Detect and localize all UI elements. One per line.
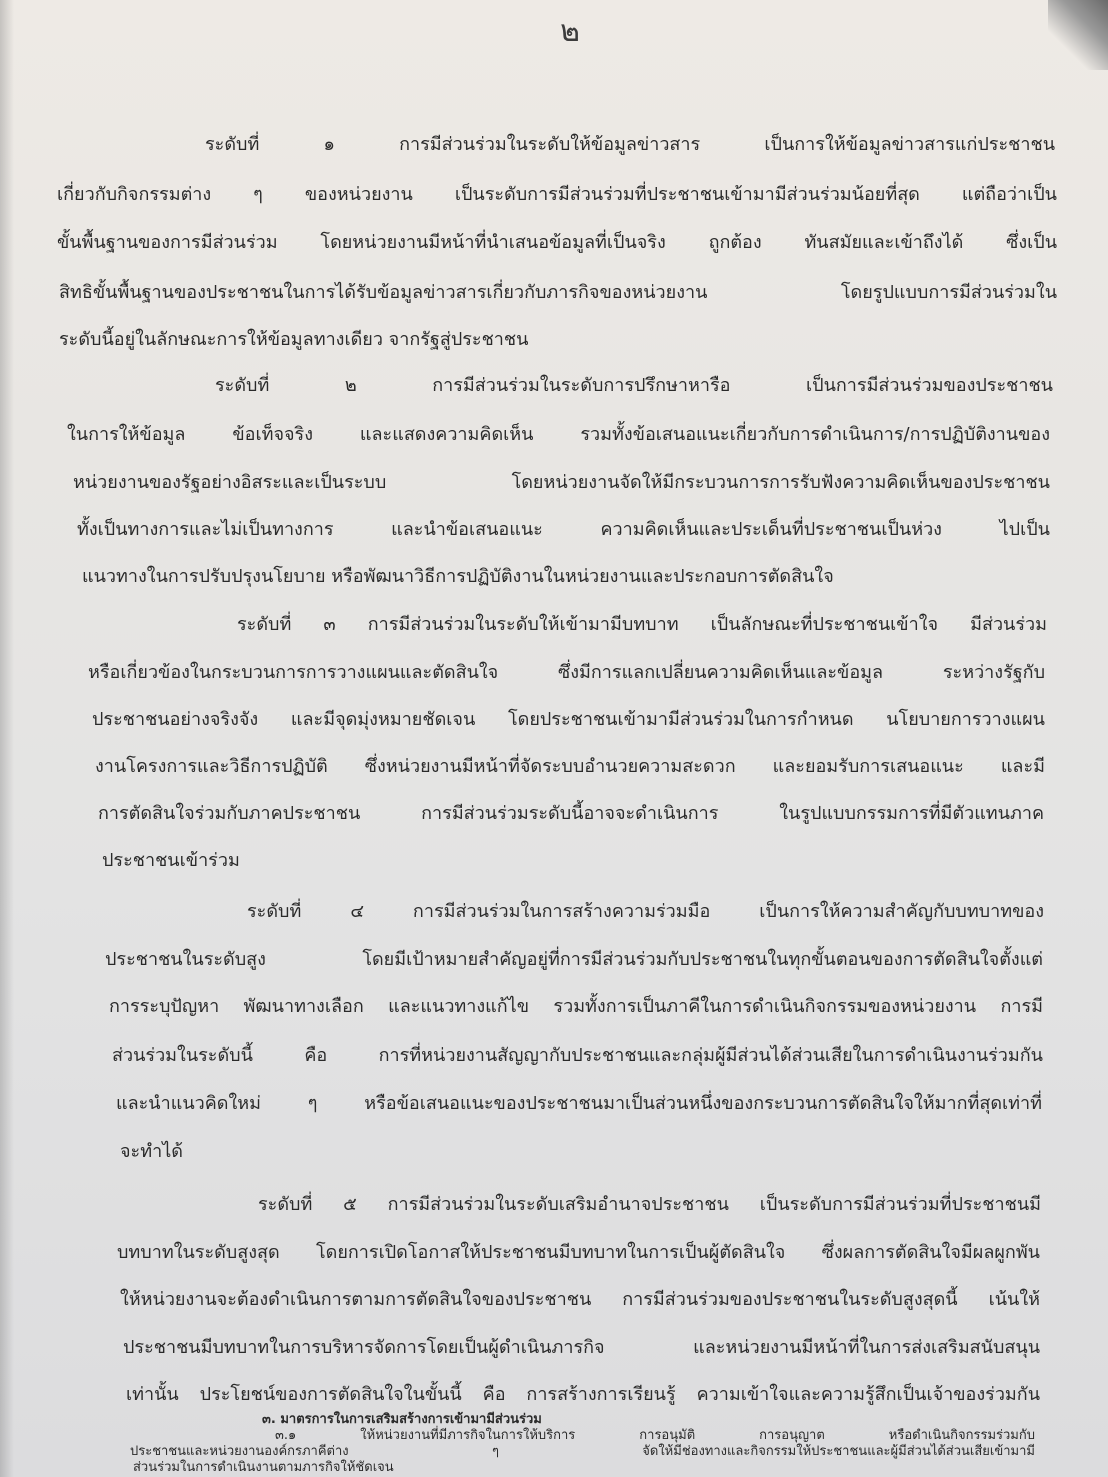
page-left-edge-shadow <box>0 0 14 1477</box>
text-line: ประชาชนมีบทบาทในการบริหารจัดการโดยเป็นผู้ดำเนินภารกิจ และหน่วยงานมีหน้าที่ในการส่งเสริมสนับสนุน <box>123 1337 1040 1358</box>
text-line: การตัดสินใจร่วมกับภาคประชาชน การมีส่วนร่วมระดับนี้อาจจะดำเนินการ ในรูปแบบกรรมการที่มีตัวแทนภาค <box>98 803 1044 824</box>
text-line: ระดับที่ ๓ การมีส่วนร่วมในระดับให้เข้ามามีบทบาท เป็นลักษณะที่ประชาชนเข้าใจ มีส่วนร่วม <box>237 614 1047 635</box>
text-line: ขั้นพื้นฐานของการมีส่วนร่วม โดยหน่วยงานมีหน้าที่นำเสนอข้อมูลที่เป็นจริง ถูกต้อง ทันสมัยและเข้าถึงได้ ซึ่งเป็น <box>57 232 1057 253</box>
text-line: ในการให้ข้อมูล ข้อเท็จจริง และแสดงความคิดเห็น รวมทั้งข้อเสนอแนะเกี่ยวกับการดำเนินการ/การปฏิบัติงานของ <box>67 424 1050 445</box>
section-heading: ๓. มาตรการในการเสริมสร้างการเข้ามามีส่วนร่วม <box>262 1412 542 1427</box>
text-line: เกี่ยวกับกิจกรรมต่าง ๆ ของหน่วยงาน เป็นระดับการมีส่วนร่วมที่ประชาชนเข้ามามีส่วนร่วมน้อยที่สุด แต่ถือว่าเป็น <box>57 184 1057 205</box>
text-line: ให้หน่วยงานจะต้องดำเนินการตามการตัดสินใจของประชาชน การมีส่วนร่วมของประชาชนในระดับสูงสุดนี้ เน้นให้ <box>120 1289 1040 1310</box>
text-line: แนวทางในการปรับปรุงนโยบาย หรือพัฒนาวิธีการปฏิบัติงานในหน่วยงานและประกอบการตัดสินใจ <box>82 566 834 587</box>
text-line: ประชาชนเข้าร่วม <box>102 850 240 871</box>
text-line: ประชาชนอย่างจริงจัง และมีจุดมุ่งหมายชัดเจน โดยประชาชนเข้ามามีส่วนร่วมในการกำหนด นโยบายการวางแผน <box>92 709 1045 730</box>
text-line: ระดับนี้อยู่ในลักษณะการให้ข้อมูลทางเดียว จากรัฐสู่ประชาชน <box>59 329 529 350</box>
page-number: ๒ <box>560 14 580 49</box>
text-line: ส่วนร่วมในระดับนี้ คือ การที่หน่วยงานสัญญากับประชาชนและกลุ่มผู้มีส่วนได้ส่วนเสียในการดำเนินงานร่วมกัน <box>112 1045 1043 1066</box>
text-line: และนำแนวคิดใหม่ ๆ หรือข้อเสนอแนะของประชาชนมาเป็นส่วนหนึ่งของกระบวนการตัดสินใจให้มากที่สุดเท่าที่ <box>116 1093 1042 1114</box>
text-line: สิทธิขั้นพื้นฐานของประชาชนในการได้รับข้อมูลข่าวสารเกี่ยวกับภารกิจของหน่วยงาน โดยรูปแบบการมีส่วนร่วมใน <box>59 282 1057 303</box>
text-line: หน่วยงานของรัฐอย่างอิสระและเป็นระบบ โดยหน่วยงานจัดให้มีกระบวนการการรับฟังความคิดเห็นของประชาชน <box>73 472 1050 493</box>
text-line: ระดับที่ ๑ การมีส่วนร่วมในระดับให้ข้อมูลข่าวสาร เป็นการให้ข้อมูลข่าวสารแก่ประชาชน <box>205 134 1055 155</box>
text-line: จะทำได้ <box>120 1141 183 1162</box>
text-line: งานโครงการและวิธีการปฏิบัติ ซึ่งหน่วยงานมีหน้าที่จัดระบบอำนวยความสะดวก และยอมรับการเสนอแนะ และมี <box>95 756 1045 777</box>
page-corner-shadow <box>1048 0 1108 70</box>
text-line: ทั้งเป็นทางการและไม่เป็นทางการ และนำข้อเสนอแนะ ความคิดเห็นและประเด็นที่ประชาชนเป็นห่วง ไปเป็น <box>77 519 1050 540</box>
text-line: ส่วนร่วมในการดำเนินงานตามภารกิจให้ชัดเจน <box>133 1460 394 1475</box>
text-line: ประชาชนในระดับสูง โดยมีเป้าหมายสำคัญอยู่ที่การมีส่วนร่วมกับประชาชนในทุกขั้นตอนของการตัดสินใจตั้งแต่ <box>105 949 1043 970</box>
text-line: ระดับที่ ๒ การมีส่วนร่วมในระดับการปรึกษาหารือ เป็นการมีส่วนร่วมของประชาชน <box>215 375 1053 396</box>
text-line: บทบาทในระดับสูงสุด โดยการเปิดโอกาสให้ประชาชนมีบทบาทในการเป็นผู้ตัดสินใจ ซึ่งผลการตัดสินใจมีผลผูกพัน <box>117 1242 1040 1263</box>
text-line: หรือเกี่ยวข้องในกระบวนการการวางแผนและตัดสินใจ ซึ่งมีการแลกเปลี่ยนความคิดเห็นและข้อมูล ระหว่างรัฐกับ <box>88 662 1045 683</box>
text-line: ๓.๑ ให้หน่วยงานที่มีภารกิจในการให้บริการ การอนุมัติ การอนุญาต หรือดำเนินกิจกรรมร่วมกับ <box>275 1428 1035 1443</box>
text-line: การระบุปัญหา พัฒนาทางเลือก และแนวทางแก้ไข รวมทั้งการเป็นภาคีในการดำเนินกิจกรรมของหน่วยงาน การมี <box>109 996 1043 1017</box>
text-line: ระดับที่ ๕ การมีส่วนร่วมในระดับเสริมอำนาจประชาชน เป็นระดับการมีส่วนร่วมที่ประชาชนมี <box>258 1194 1041 1215</box>
text-line: เท่านั้น ประโยชน์ของการตัดสินใจในขั้นนี้ คือ การสร้างการเรียนรู้ ความเข้าใจและความรู้สึกเป็นเจ้าของร่วมกัน <box>126 1384 1040 1405</box>
text-line: ประชาชนและหน่วยงานองค์กรภาคีต่าง ๆ จัดให้มีช่องทางและกิจกรรมให้ประชาชนและผู้มีส่วนได้ส่วนเสียเข้ามามี <box>130 1444 1035 1459</box>
text-line: ระดับที่ ๔ การมีส่วนร่วมในการสร้างความร่วมมือ เป็นการให้ความสำคัญกับบทบาทของ <box>247 901 1044 922</box>
